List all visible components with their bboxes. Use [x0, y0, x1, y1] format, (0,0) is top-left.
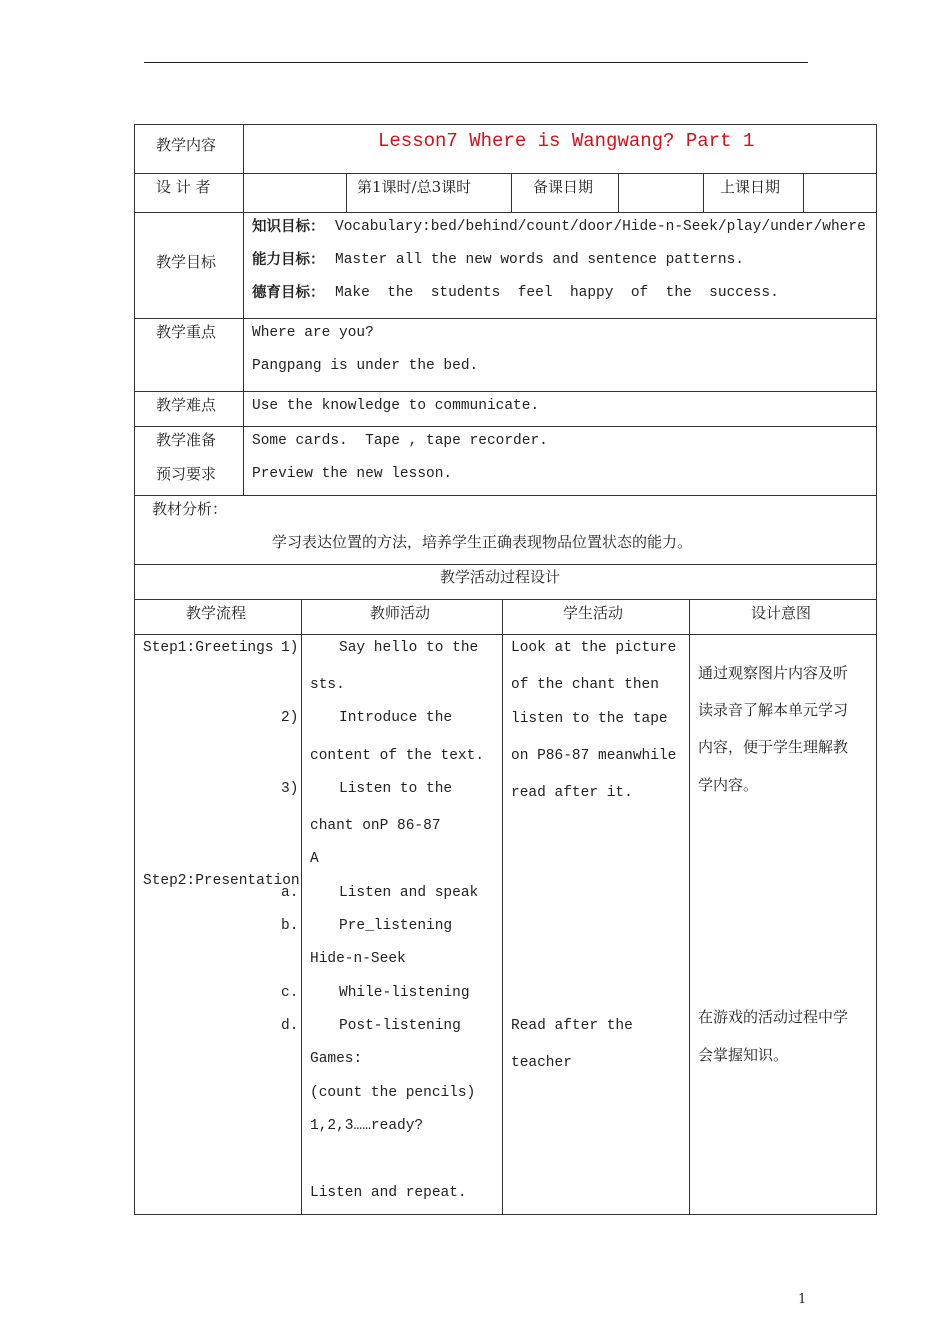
teacher-line: Listen and repeat. [310, 1185, 467, 1201]
column-header-student: 学生活动 [563, 604, 624, 622]
moral-label: 德育目标： [252, 285, 325, 301]
student-line: of the chant then [511, 677, 659, 693]
step-number-2: 2) [281, 710, 299, 726]
teacher-line: Say hello to the [339, 640, 479, 656]
student-line: teacher [511, 1055, 572, 1071]
column-header-teacher: 教师活动 [370, 604, 431, 622]
cell-class-value [803, 173, 877, 213]
teacher-line: 1,2,3……ready? [310, 1118, 424, 1134]
moral-text: Make the students feel happy of the success. [335, 285, 779, 301]
teacher-line: While-listening [339, 985, 470, 1001]
student-line: Read after the [511, 1018, 633, 1034]
intent-line: 学内容。 [698, 776, 759, 794]
ability-label: 能力目标： [252, 252, 325, 268]
teacher-line: (count the pencils) [310, 1085, 476, 1101]
student-line: on P86-87 meanwhile [511, 748, 677, 764]
teacher-line: Post-listening [339, 1018, 461, 1034]
difficulties-text: Use the knowledge to communicate. [252, 398, 540, 414]
teacher-line: content of the text. [310, 748, 485, 764]
knowledge-text: Vocabulary:bed/behind/count/door/Hide-n-Seek/play/under/where [335, 219, 866, 235]
teacher-line: sts. [310, 677, 345, 693]
student-line: listen to the tape [511, 711, 668, 727]
knowledge-label: 知识目标： [252, 219, 325, 235]
teacher-line: A [310, 851, 319, 867]
teacher-line: chant onP 86-87 [310, 818, 441, 834]
teacher-line: Games: [310, 1051, 363, 1067]
header-rule [144, 62, 808, 63]
analysis-label: 教材分析： [152, 500, 228, 518]
body-cell-process [134, 634, 302, 1215]
ability-text: Master all the new words and sentence patterns. [335, 252, 744, 268]
step1-label: Step1:Greetings [143, 640, 274, 656]
cell-designer-value [243, 173, 347, 213]
activity-title: 教学活动过程设计 [440, 568, 561, 586]
label-prepare-date: 备课日期 [533, 178, 594, 196]
cell-prepare-value [618, 173, 704, 213]
step2-label: Step2:Presentation [143, 873, 300, 889]
analysis-text: 学习表达位置的方法，培养学生正确表现物品位置状态的能力。 [272, 533, 693, 551]
column-header-intent: 设计意图 [751, 604, 812, 622]
objectives-label: 教学目标 [156, 253, 217, 271]
student-line: Look at the picture [511, 640, 677, 656]
page-number: 1 [798, 1292, 807, 1307]
label-content: 教学内容 [156, 136, 217, 154]
label-class-date: 上课日期 [720, 178, 781, 196]
intent-line: 读录音了解本单元学习 [698, 701, 849, 719]
step-letter-d: d. [281, 1018, 299, 1034]
teacher-line: Hide-n-Seek [310, 951, 406, 967]
label-designer: 设 计 者 [156, 178, 211, 196]
keypoint-line-1: Where are you? [252, 325, 374, 341]
teacher-line: Listen and speak [339, 885, 479, 901]
intent-line: 内容，便于学生理解教 [698, 738, 849, 756]
intent-line: 在游戏的活动过程中学 [698, 1008, 849, 1026]
teacher-line: Listen to the [339, 781, 453, 797]
step-letter-c: c. [281, 985, 299, 1001]
preparation-text: Some cards. Tape , tape recorder. [252, 433, 548, 449]
cell-analysis [134, 495, 877, 565]
preview-text: Preview the new lesson. [252, 466, 453, 482]
step-number-1: 1) [281, 640, 299, 656]
lesson-title: Lesson7 Where is Wangwang? Part 1 [378, 130, 755, 152]
body-cell-intent [689, 634, 877, 1215]
difficulties-label: 教学难点 [156, 396, 217, 414]
teacher-line: Introduce the [339, 710, 453, 726]
step-number-3: 3) [281, 781, 299, 797]
step-letter-b: b. [281, 918, 299, 934]
column-header-process: 教学流程 [186, 604, 247, 622]
intent-line: 通过观察图片内容及听 [698, 664, 849, 682]
intent-line: 会掌握知识。 [698, 1046, 789, 1064]
lesson-period: 第1课时/总3课时 [357, 178, 472, 196]
preview-label: 预习要求 [156, 465, 217, 483]
preparation-label: 教学准备 [156, 431, 217, 449]
student-line: read after it. [511, 785, 633, 801]
keypoints-label: 教学重点 [156, 323, 217, 341]
step-letter-a: a. [281, 885, 299, 901]
keypoint-line-2: Pangpang is under the bed. [252, 358, 479, 374]
teacher-line: Pre_listening [339, 918, 453, 934]
